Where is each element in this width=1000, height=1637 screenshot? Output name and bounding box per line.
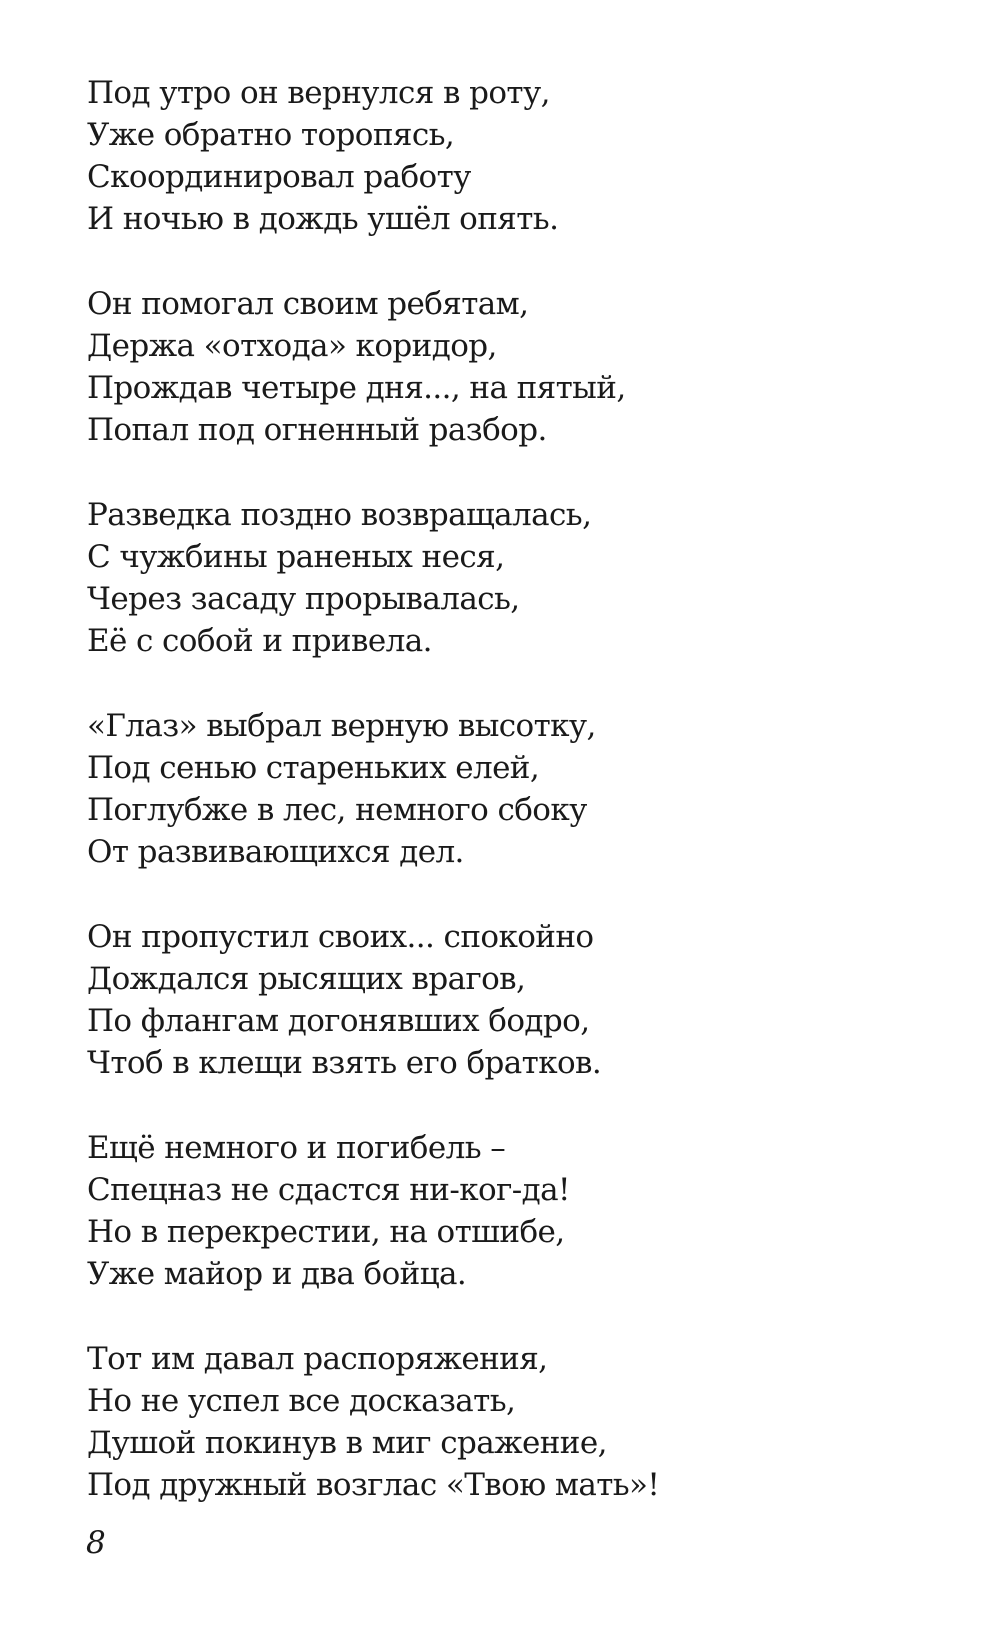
poem-line: Ещё немного и погибель – <box>87 1130 506 1166</box>
stanza-4 <box>87 705 967 873</box>
poem-line: Держа «отхода» коридор, <box>87 328 497 364</box>
poem-line: С чужбины раненых неся, <box>87 539 505 575</box>
stanza-1 <box>87 72 967 240</box>
poem-line: По флангам догонявших бодро, <box>87 1003 590 1039</box>
poem-line: Прождав четыре дня..., на пятый, <box>87 370 626 406</box>
stanza-3 <box>87 494 967 662</box>
poem-line: Под сенью стареньких елей, <box>87 750 540 786</box>
poem <box>87 72 967 1549</box>
poem-line: И ночью в дождь ушёл опять. <box>87 201 559 237</box>
poem-line: Он помогал своим ребятам, <box>87 286 529 322</box>
poem-line: Уже майор и два бойца. <box>87 1256 467 1292</box>
poem-line: Через засаду прорывалась, <box>87 581 520 617</box>
poem-line: Её с собой и привела. <box>87 623 432 659</box>
poem-line: Попал под огненный разбор. <box>87 412 547 448</box>
stanza-5 <box>87 916 967 1084</box>
poem-line: Под утро он вернулся в роту, <box>87 75 550 111</box>
page-number: 8 <box>86 1525 106 1561</box>
poem-line: Но не успел все досказать, <box>87 1383 516 1419</box>
poem-line: Под дружный возглас «Твою мать»! <box>87 1467 660 1503</box>
poem-line: Поглубже в лес, немного сбоку <box>87 792 587 828</box>
poem-line: Душой покинув в миг сражение, <box>87 1425 607 1461</box>
poem-line: Тот им давал распоряжения, <box>87 1341 548 1377</box>
poem-line: Но в перекрестии, на отшибе, <box>87 1214 565 1250</box>
poem-line: Дождался рысящих врагов, <box>87 961 526 997</box>
stanza-2 <box>87 283 967 451</box>
poem-line: Спецназ не сдастся ни-ког-да! <box>87 1172 570 1208</box>
stanza-6 <box>87 1127 967 1295</box>
poem-line: Разведка поздно возвращалась, <box>87 497 592 533</box>
poem-line: Чтоб в клещи взять его братков. <box>87 1045 602 1081</box>
stanza-7 <box>87 1338 967 1506</box>
poem-line: Он пропустил своих... спокойно <box>87 919 594 955</box>
poem-line: От развивающихся дел. <box>87 834 464 870</box>
poem-line: Уже обратно торопясь, <box>87 117 455 153</box>
poem-line: «Глаз» выбрал верную высотку, <box>87 708 596 744</box>
poem-line: Скоординировал работу <box>87 159 471 195</box>
